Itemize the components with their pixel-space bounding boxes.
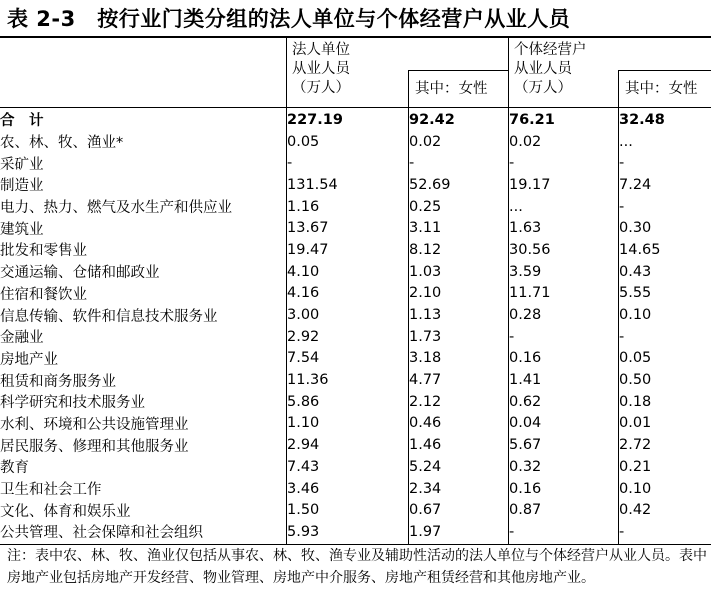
industry-name-cell: 居民服务、修理和其他服务业 [0,438,189,455]
individual-employees-cell: 5.67 [509,437,542,454]
individual-employees-cell: 0.87 [509,502,542,519]
individual-female-cell: 14.65 [619,241,661,258]
table-row [0,261,711,283]
legal-unit-female-cell: 2.10 [409,285,442,302]
industry-name-cell: 房地产业 [0,351,58,368]
individual-employees-cell: 0.62 [509,393,542,410]
individual-female-cell: 0.42 [619,502,652,519]
legal-unit-employees-cell: - [287,155,293,172]
legal-unit-female-cell: 8.12 [409,241,442,258]
individual-employees-cell: 0.04 [509,415,542,432]
legal-unit-female-cell: 3.18 [409,350,442,367]
table-row [0,521,711,543]
table-row [0,413,711,435]
legal-unit-employees-cell: 227.19 [287,111,343,128]
legal-unit-female-cell: 2.34 [409,480,442,497]
table-row [0,369,711,391]
industry-name-cell: 农、林、牧、渔业* [0,135,124,152]
individual-female-cell: ... [619,133,633,150]
table-row [0,283,711,305]
industry-name-cell: 建筑业 [0,221,44,238]
top-rule [0,36,711,38]
legal-unit-female-cell: 92.42 [409,111,455,128]
table-row [0,499,711,521]
legal-unit-female-cell: 1.03 [409,263,442,280]
legal-unit-female-cell: 1.13 [409,307,442,324]
industry-name-cell: 信息传输、软件和信息技术服务业 [0,308,218,325]
header-legal-unit-female: 其中：女性 [415,81,488,97]
individual-employees-cell: 1.63 [509,220,542,237]
table-row [0,348,711,370]
individual-employees-cell: ... [509,198,523,215]
individual-employees-cell: 0.16 [509,350,542,367]
industry-name-cell: 合 计 [0,113,44,130]
legal-unit-female-cell: - [409,155,415,172]
legal-unit-employees-cell: 1.16 [287,198,320,215]
legal-unit-employees-cell: 131.54 [287,176,338,193]
total-row [0,109,711,131]
subheader-divider-left [408,70,508,71]
individual-employees-cell: 0.02 [509,133,542,150]
industry-name-cell: 批发和零售业 [0,243,87,260]
legal-unit-employees-cell: 3.00 [287,307,320,324]
legal-unit-employees-cell: 1.50 [287,502,320,519]
legal-unit-employees-cell: 2.94 [287,437,320,454]
header-individual-employees: 个体经营户 从业人员 （万人） [514,42,587,96]
legal-unit-female-cell: 0.02 [409,133,442,150]
table-row [0,391,711,413]
individual-female-cell: 0.10 [619,480,652,497]
legal-unit-female-cell: 3.11 [409,220,442,237]
legal-unit-employees-cell: 13.67 [287,220,329,237]
individual-employees-cell: 3.59 [509,263,542,280]
individual-female-cell: 0.18 [619,393,652,410]
table-row [0,304,711,326]
individual-employees-cell: 19.17 [509,176,551,193]
subheader-divider-right [618,70,711,71]
industry-name-cell: 金融业 [0,330,44,347]
table-row [0,239,711,261]
legal-unit-employees-cell: 7.54 [287,350,320,367]
industry-name-cell: 科学研究和技术服务业 [0,395,145,412]
individual-employees-cell: 76.21 [509,111,555,128]
individual-employees-cell: 0.32 [509,458,542,475]
table-note: 注：表中农、林、牧、渔业仅包括从事农、林、牧、渔专业及辅助性活动的法人单位与个体经营户从业人员。表中房地产业包括房地产开发经营、物业管理、房地产中介服务、房地产租赁经营和其他房地产业。 [7,548,707,586]
legal-unit-female-cell: 1.46 [409,437,442,454]
legal-unit-female-cell: 2.12 [409,393,442,410]
individual-employees-cell: - [509,328,515,345]
individual-female-cell: 0.10 [619,307,652,324]
individual-employees-cell: 0.28 [509,307,542,324]
individual-female-cell: 0.21 [619,458,652,475]
legal-unit-employees-cell: 4.16 [287,285,320,302]
legal-unit-female-cell: 0.46 [409,415,442,432]
table-row [0,152,711,174]
industry-name-cell: 制造业 [0,178,44,195]
individual-female-cell: - [619,523,625,540]
legal-unit-employees-cell: 5.93 [287,523,320,540]
table-title: 表 2-3 按行业门类分组的法人单位与个体经营户从业人员 [7,7,571,31]
header-legal-unit-employees: 法人单位 从业人员 （万人） [292,42,350,96]
table-row [0,196,711,218]
legal-unit-female-cell: 5.24 [409,458,442,475]
industry-name-cell: 文化、体育和娱乐业 [0,503,131,520]
legal-unit-employees-cell: 7.43 [287,458,320,475]
industry-name-cell: 交通运输、仓储和邮政业 [0,265,160,282]
industry-name-cell: 公共管理、社会保障和社会组织 [0,525,203,542]
industry-name-cell: 水利、环境和公共设施管理业 [0,416,189,433]
individual-female-cell: - [619,328,625,345]
individual-employees-cell: 11.71 [509,285,551,302]
individual-female-cell: 7.24 [619,176,652,193]
legal-unit-female-cell: 52.69 [409,176,451,193]
individual-employees-cell: 0.16 [509,480,542,497]
legal-unit-employees-cell: 19.47 [287,241,329,258]
legal-unit-female-cell: 0.67 [409,502,442,519]
industry-name-cell: 住宿和餐饮业 [0,286,87,303]
legal-unit-female-cell: 0.25 [409,198,442,215]
industry-table [0,109,711,543]
legal-unit-employees-cell: 4.10 [287,263,320,280]
table-row [0,131,711,153]
individual-female-cell: - [619,198,625,215]
header-individual-female: 其中：女性 [625,81,698,97]
individual-employees-cell: - [509,155,515,172]
individual-employees-cell: - [509,523,515,540]
legal-unit-employees-cell: 3.46 [287,480,320,497]
table-row [0,217,711,239]
legal-unit-employees-cell: 11.36 [287,372,329,389]
legal-unit-female-cell: 1.97 [409,523,442,540]
industry-name-cell: 采矿业 [0,156,44,173]
header-bottom-rule [0,107,711,108]
individual-employees-cell: 1.41 [509,372,542,389]
table-row [0,174,711,196]
individual-female-cell: 0.30 [619,220,652,237]
legal-unit-employees-cell: 1.10 [287,415,320,432]
individual-female-cell: 32.48 [619,111,665,128]
legal-unit-employees-cell: 5.86 [287,393,320,410]
individual-employees-cell: 30.56 [509,241,551,258]
legal-unit-employees-cell: 0.05 [287,133,320,150]
legal-unit-employees-cell: 2.92 [287,328,320,345]
industry-name-cell: 租赁和商务服务业 [0,373,116,390]
individual-female-cell: 0.01 [619,415,652,432]
individual-female-cell: 0.05 [619,350,652,367]
legal-unit-female-cell: 1.73 [409,328,442,345]
table-row [0,434,711,456]
legal-unit-female-cell: 4.77 [409,372,442,389]
table-row [0,478,711,500]
individual-female-cell: - [619,155,625,172]
individual-female-cell: 2.72 [619,437,652,454]
table-row [0,456,711,478]
industry-name-cell: 电力、热力、燃气及水生产和供应业 [0,200,232,217]
table-row [0,326,711,348]
industry-name-cell: 教育 [0,460,29,477]
individual-female-cell: 0.43 [619,263,652,280]
individual-female-cell: 0.50 [619,372,652,389]
industry-name-cell: 卫生和社会工作 [0,482,102,499]
individual-female-cell: 5.55 [619,285,652,302]
